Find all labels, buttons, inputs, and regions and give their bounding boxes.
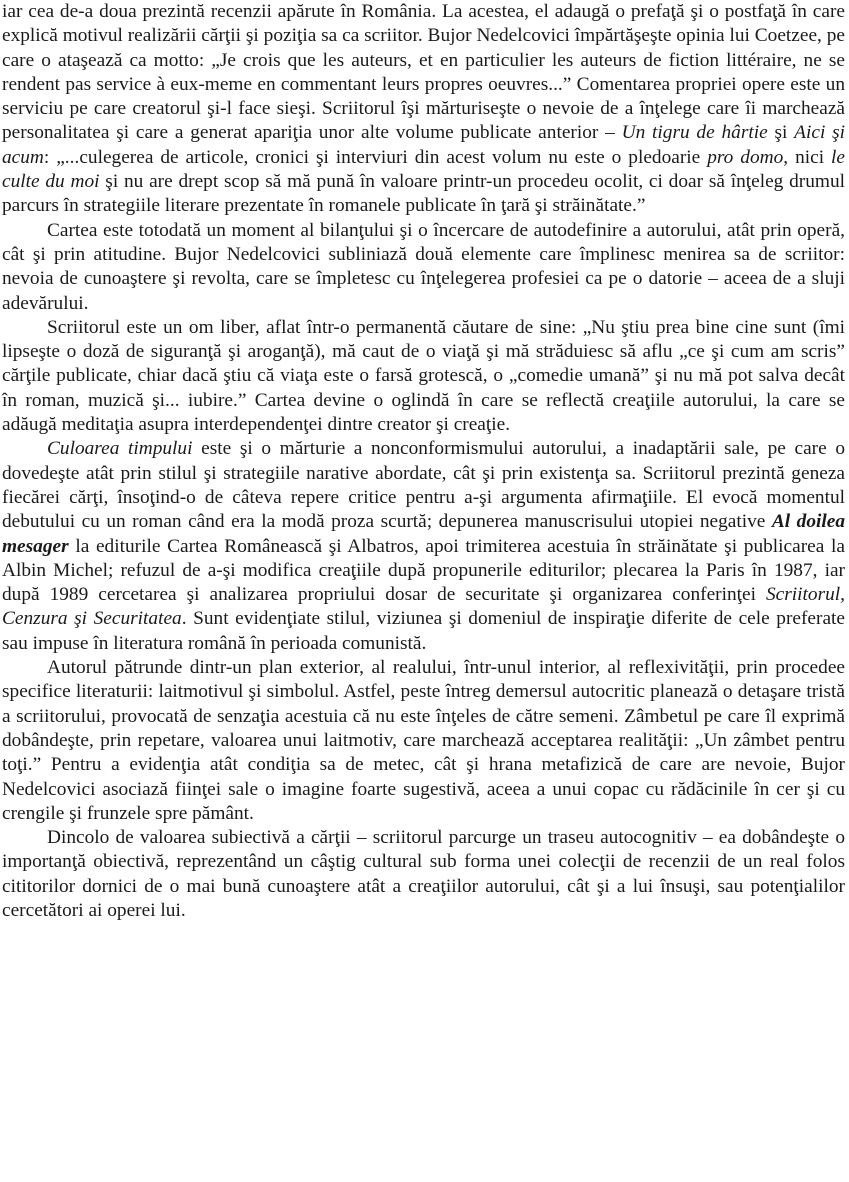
italic-title: Culoarea timpului — [47, 438, 193, 460]
text-run: la editurile Cartea Românească şi Albatros, apoi trimiterea acestuia în străinătate şi publicarea la Albin Michel; refuzul de a-şi modifica creaţiile după propunerile editurilor; plecarea la Paris în 1987, iar după 1989 cercetarea şi analizarea propriului dosar de securitate şi organizarea conferinţei — [2, 535, 845, 606]
paragraph-3 — [2, 316, 845, 437]
text-run: Cartea este totodată un moment al bilanţului şi o încercare de autodefinire a autorului, atât prin operă, cât şi prin atitudine. Bujor Nedelcovici subliniază două elemente care împlinesc menirea sa de scriitor: nevoia de cunoaştere şi revolta, care se împletesc cu înţelegerea profesiei ca pe o datorie – aceea de a sluji adevărului. — [2, 219, 845, 314]
text-run: . Sunt evidenţiate stilul, viziunea şi domeniul de inspiraţie diferite de cele preferate sau impuse în literatura română în perioada comunistă. — [2, 608, 845, 654]
text-run: iar cea de-a doua prezintă recenzii apărute în România. La acestea, el adaugă o prefaţă şi o postfaţă în care explică motivul realizării cărţii şi poziţia sa ca scriitor. Bujor Nedelcovici împărtăşeşte opinia lui Coetzee, pe care o ataşează ca motto: „Je crois que les auteurs, et en particulier les auteurs de fiction littéraire, ne se rendent pas service à eux-meme en commentant leurs propres oeuvres...” Comentarea propriei opere este un serviciu pe care creatorul şi-l face sieşi. Scriitorul îşi mărturiseşte o nevoie de a înţelege care îi marchează personalitatea şi care a generat apariţia unor alte volume publicate anterior – — [2, 1, 845, 144]
text-run: : „...culegerea de articole, cronici şi interviuri din acest volum nu este o pledoarie — [43, 146, 708, 168]
text-run: Dincolo de valoarea subiectivă a cărţii – scriitorul parcurge un traseu autocognitiv – ea dobândeşte o importanţă obiectivă, reprezentând un câştig cultural sub forma unei colecţii de recenzii de un real folos cititorilor dornici de o mai bună cunoaştere atât a creaţiilor autorului, cât şi a lui însuşi, sau potenţialilor cercetători ai operei lui. — [2, 827, 845, 921]
italic-title: pro domo — [707, 146, 784, 168]
paragraph-6 — [2, 826, 845, 923]
paragraph-4 — [2, 437, 845, 656]
text-run: Scriitorul este un om liber, aflat într-o permanentă căutare de sine: „Nu ştiu prea bine cine sunt (îmi lipseşte o doză de siguranţă şi aroganţă), mă caut de o viaţă şi mă străduiesc să aflu „ce şi cum am scris” cărţile publicate, chiar dacă ştiu că viaţa este o farsă grotescă, o „comedie umană” şi nu mă pot salva decât în roman, muzică şi... iubire.” Cartea devine o oglindă în care se reflectă creaţiile autorului, la care se adăugă meditaţia asupra interdependenţei dintre creator şi creaţie. — [2, 316, 845, 436]
paragraph-1 — [2, 0, 845, 219]
paragraph-5 — [2, 656, 845, 826]
italic-title: le culte du moi — [2, 146, 845, 193]
text-run: şi nu are drept scop să mă pună în valoare printr-un procedeu ocolit, ci doar să înţeleg drumul parcurs în strategiile literare prezentate în romanele publicate în ţară şi străinătate.” — [2, 171, 846, 217]
italic-title: Aici şi acum — [2, 122, 846, 168]
paragraph-2 — [2, 219, 845, 316]
italic-title: Scriitorul, Cenzura şi Securitatea — [2, 584, 845, 630]
text-run: , nici — [783, 146, 832, 168]
italic-title: Un tigru de hârtie — [621, 122, 768, 144]
text-run: Autorul pătrunde dintr-un plan exterior, al realului, într-unul interior, al reflexivităţii, prin procedee specifice literaturii: laitmotivul şi simbolul. Astfel, peste întreg demersul autocritic planează o detaşare tristă a scriitorului, provocată de senzaţia acestuia că nu este înţeles de către semeni. Zâmbetul pe care îl exprimă dobândeşte, prin repetare, valoarea unui laitmotiv, care marchează acceptarea realităţii: „Un zâmbet pentru toţi.” Pentru a evidenţia atât condiţia sa de metec, cât şi hrana metafizică de care are nevoie, Bujor Nedelcovici asociază fiinţei sale o imagine foarte sugestivă, aceea a unui copac cu rădăcinile în cer şi cu crengile şi frunzele spre pământ. — [2, 657, 845, 824]
text-run: şi — [767, 122, 795, 144]
text-run: este şi o mărturie a nonconformismului autorului, a inadaptării sale, pe care o dovedeşte atât prin stilul şi strategiile narative abordate, cât şi prin existenţa sa. Scriitorul prezintă geneza fiecărei cărţi, însoţind-o de câteva repere critice pentru a-şi argumenta afirmaţiile. El evocă momentul debutului cu un roman când era la modă proza scurtă; depunerea manuscrisului utopiei negative — [2, 438, 846, 533]
bold-italic-title: Al doilea mesager — [2, 511, 845, 557]
